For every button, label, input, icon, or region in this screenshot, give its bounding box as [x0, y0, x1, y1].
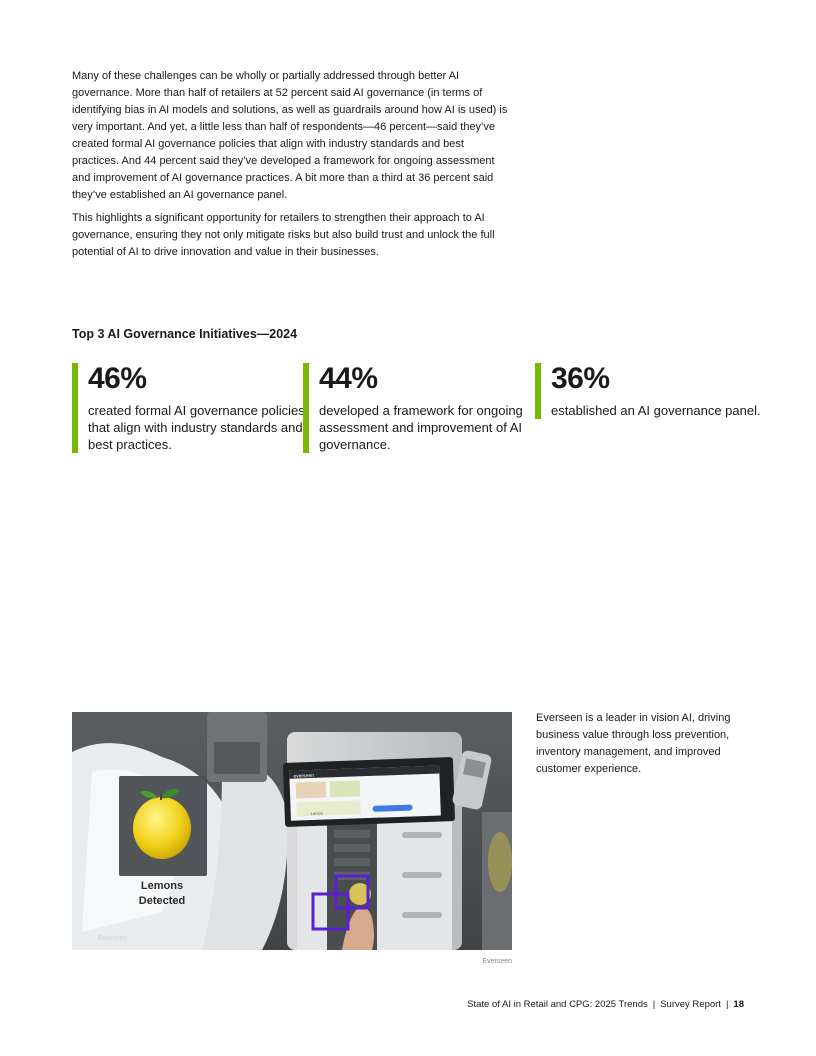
stat-block — [72, 363, 308, 453]
footer-separator: | — [652, 999, 656, 1010]
stat-description: developed a framework for ongoing assessment and improvement of AI governance. — [319, 403, 523, 452]
stat-block — [535, 363, 771, 419]
stat-value: 44% — [319, 362, 378, 395]
self-checkout-photo — [72, 712, 512, 950]
footer-title: State of AI in Retail and CPG: 2025 Trends — [467, 999, 648, 1010]
body-text — [72, 68, 512, 267]
page-number: 18 — [733, 999, 744, 1010]
photo-credit: Everseen — [482, 958, 512, 965]
section-title: Top 3 AI Governance Initiatives—2024 — [72, 327, 298, 341]
footer-separator: | — [725, 999, 729, 1010]
paragraph: Many of these challenges can be wholly or partially addressed through better AI governance. More than half of retailers at 52 percent said AI governance (in terms of identifying bias in AI models and solutions, as well as guardrails around how AI is used) is very important. And yet, a little less than half of respondents—46 percent—said they’ve created formal AI governance policies that align with industry standards and best practices. And 44 percent said they’ve developed a framework for ongoing assessment and improvement of AI governance practices. A bit more than a third at 36 percent said they’ve established an AI governance panel. — [72, 70, 508, 201]
screen-item-label: Lemon — [310, 810, 324, 817]
stat-value: 36% — [551, 362, 610, 395]
overlay-label-line-2: Detected — [138, 895, 186, 907]
footer-report: Survey Report — [660, 999, 721, 1010]
stat-description: created formal AI governance policies that align with industry standards and best practices. — [88, 403, 305, 452]
photo-caption: Everseen is a leader in vision AI, driving business value through loss prevention, inventory management, and improved customer experience. — [536, 712, 731, 775]
screen-brand: everseen — [293, 772, 315, 780]
overlay-label-line-1: Lemons — [140, 880, 184, 892]
paragraph: This highlights a significant opportunity for retailers to strengthen their approach to AI governance, ensuring they not only mitigate risks but also build trust and unlock the full potential of AI to drive innovation and value in their businesses. — [72, 212, 495, 258]
photo-watermark: Everseen — [98, 935, 128, 942]
stat-value: 46% — [88, 362, 147, 395]
page-footer — [467, 999, 744, 1010]
stat-block — [303, 363, 539, 453]
stat-description: established an AI governance panel. — [551, 403, 761, 418]
